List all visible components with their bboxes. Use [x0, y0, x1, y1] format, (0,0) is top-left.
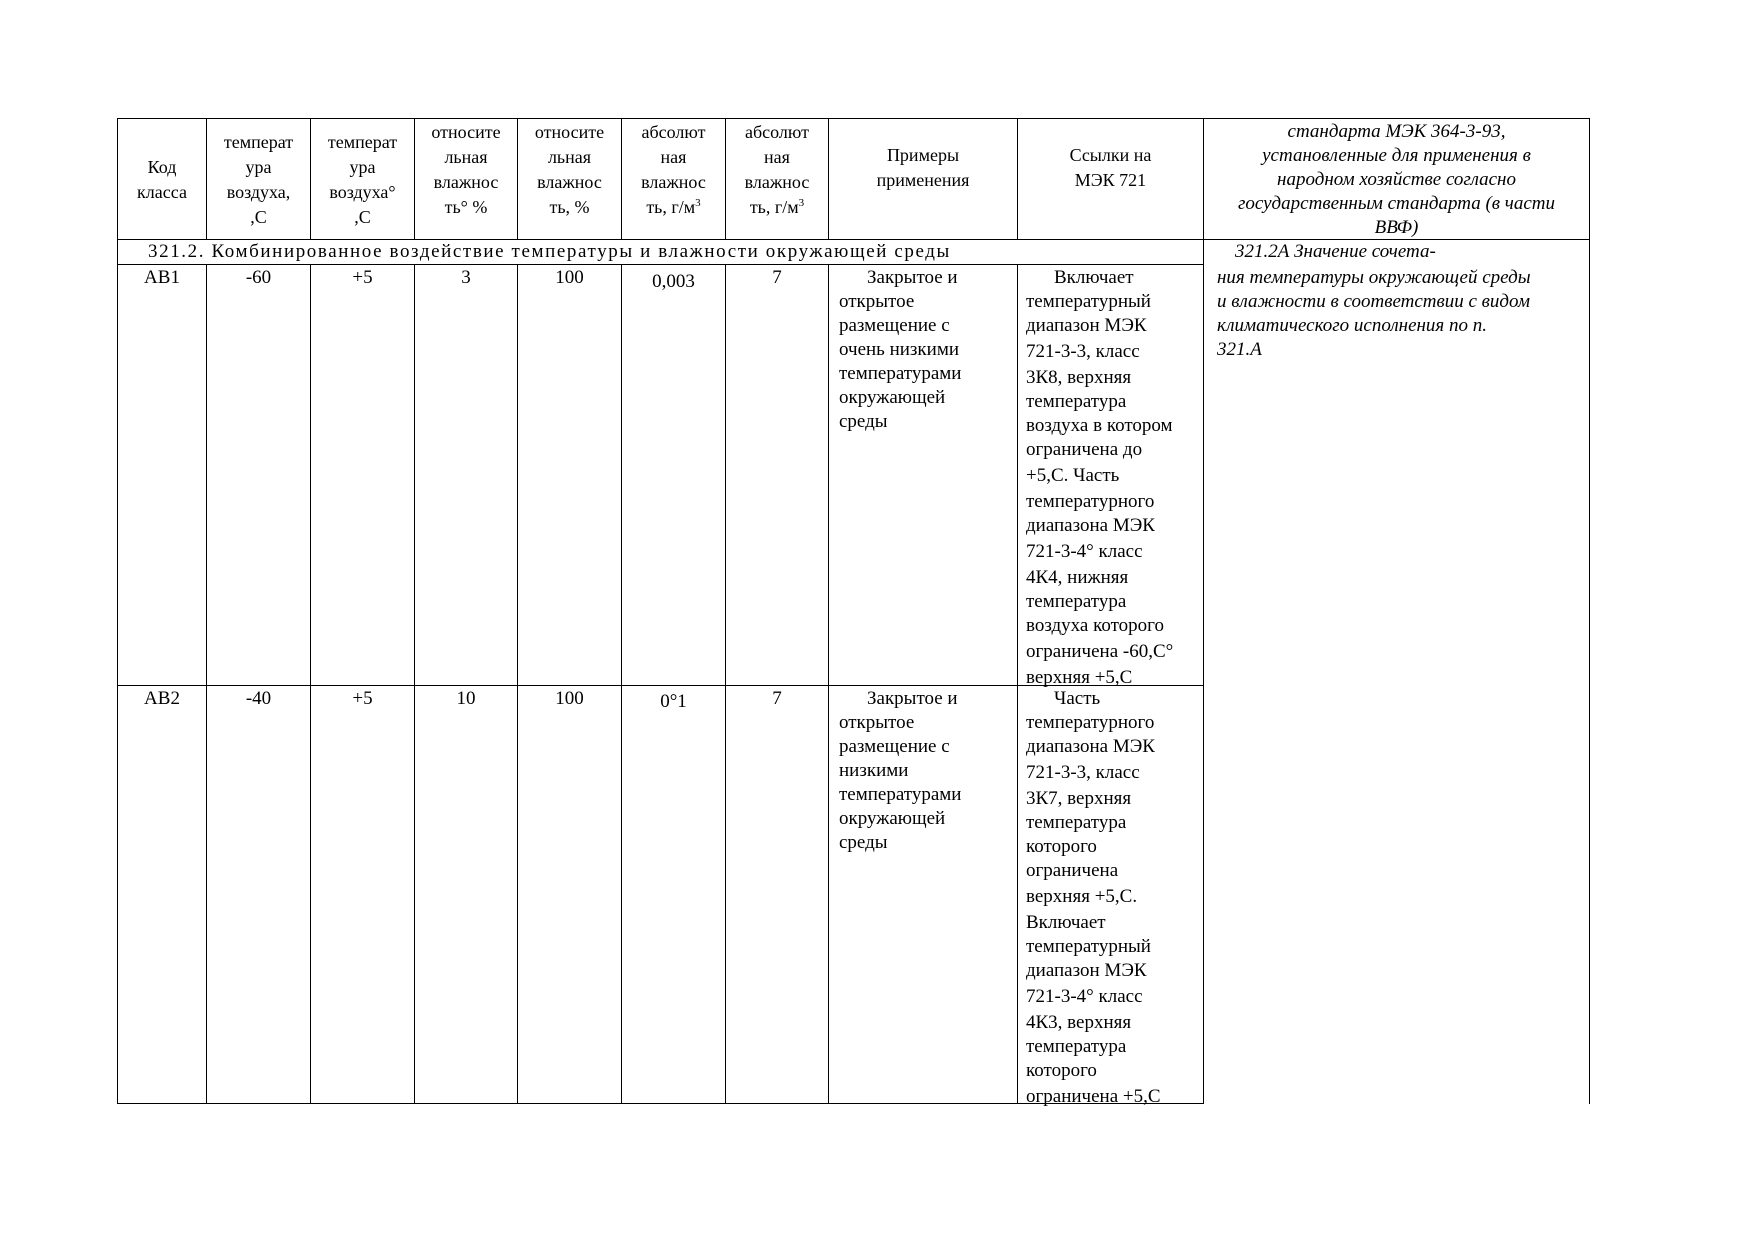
- header-examples: Примеры применения: [876, 145, 970, 190]
- row-ab1-t-low: -60: [245, 267, 272, 288]
- col-divider-4-body: [517, 264, 518, 1104]
- row-ab1-iec-refs: Включает температурный диапазон МЭК 721-3-3, класс 3К8, верхняя температура воздуха в котором ограничена до +5,С. Часть температурного диапазона МЭК 721-3-4° класс 4К4, нижняя температура воздуха которого ограничена -60,С° верхняя +5,С: [1026, 267, 1174, 688]
- row-ab1-ah-low: 0,003: [652, 271, 695, 292]
- header-temp-high: температ ура воздуха° ,С: [327, 131, 398, 227]
- table-right-border: [1589, 118, 1590, 1104]
- col-divider-1-body: [206, 264, 207, 1104]
- row-ab2-examples: Закрытое и открытое размещение с низкими температурами окружающей среды: [839, 688, 962, 853]
- header-iec-refs: Ссылки на МЭК 721: [1069, 145, 1152, 190]
- row-ab2-rh-high: 100: [555, 688, 584, 709]
- row-ab1-examples: Закрытое и открытое размещение с очень низкими температурами окружающей среды: [839, 267, 962, 432]
- table-top-border: [117, 118, 1590, 119]
- header-abs-humidity-high: абсолют ная влажнос ть, $г/м^3$: [744, 122, 810, 217]
- header-abs-humidity-low: абсолют ная влажнос ть, $г/м^3$: [641, 122, 706, 217]
- col-divider-6-body: [725, 264, 726, 1104]
- side-note-first: 321.2А Значение сочета-: [1235, 241, 1436, 262]
- row-ab1-code: АВ1: [144, 267, 180, 288]
- col-divider-8-body: [1017, 264, 1018, 1104]
- col-divider-2-body: [310, 264, 311, 1104]
- row-ab2-t-low: -40: [245, 688, 272, 709]
- row-ab2-code: АВ2: [144, 688, 180, 709]
- row-ab2-ah-low: 0°1: [660, 691, 687, 712]
- side-note: ния температуры окружающей среды и влажности в соответствии с видом климатического исполнения по п. 321.А: [1217, 267, 1531, 360]
- header-rel-humidity-low: относите льная влажнос ть° %: [431, 122, 501, 217]
- row-ab2-iec-refs: Часть температурного диапазона МЭК 721-3-3, класс 3К7, верхняя температура которого ограничена верхняя +5,С. Включает температурный диапазон МЭК 721-3-4° класс 4К3, верхняя температура которого ограничена +5,С: [1026, 688, 1161, 1107]
- row-ab2-t-high: +5: [352, 688, 373, 709]
- header-rel-humidity-high: относите льная влажнос ть, %: [534, 122, 605, 217]
- col-divider-3-body: [414, 264, 415, 1104]
- section-title: 321.2. Комбинированное воздействие температуры и влажности окружающей среды: [148, 241, 951, 262]
- right-column-divider: [1203, 118, 1204, 1104]
- section-title-bottom-border: [117, 264, 1203, 265]
- col-divider-7-body: [828, 264, 829, 1104]
- row-ab1-rh-high: 100: [555, 267, 584, 288]
- header-temp-low: температ ура воздуха, ,С: [223, 131, 294, 227]
- row-ab1-t-high: +5: [352, 267, 373, 288]
- row-ab2-rh-low: 10: [456, 688, 476, 709]
- row-ab1-rh-low: 3: [461, 267, 471, 288]
- header-class-code: Код класса: [137, 156, 187, 202]
- header-right-standard-note: стандарта МЭК 364-3-93, установленные для применения в народном хозяйстве согласно государственным стандарта (в части ВВФ): [1237, 121, 1556, 238]
- col-divider-5-body: [621, 264, 622, 1104]
- row-ab1-ah-high: 7: [772, 267, 782, 288]
- row-ab2-ah-high: 7: [772, 688, 782, 709]
